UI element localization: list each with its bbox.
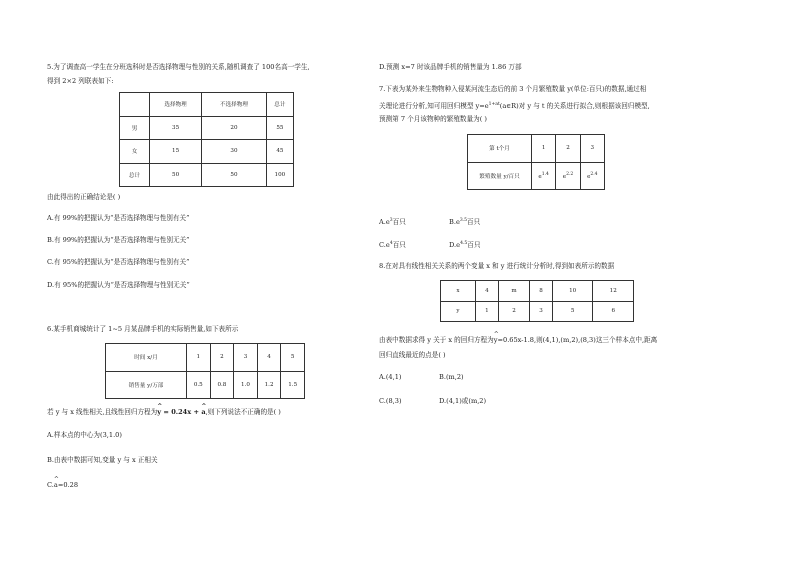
table-row [120,116,294,140]
table-cell: m [498,281,529,302]
table-row [441,301,634,322]
table-cell: 总计 [120,163,150,187]
q7-breeding-table [467,134,605,190]
q7-stem-line2 [379,100,650,111]
table-cell: 0.8 [210,371,234,399]
table-row [120,93,294,117]
q6-condition [47,408,281,417]
q6-condition-tail: ,则下列说法不正确的是( ) [205,408,281,416]
table-cell: 4 [476,281,499,302]
table-cell: 男 [120,116,150,140]
table-cell: 2 [210,344,234,372]
table-row-label: 繁殖数量 y/百只 [468,162,532,190]
q5-stem-line2: 得到 2×2 列联表如下: [47,77,114,85]
q7-stem-line1: 7.下表为某外来生物物种入侵某河流生态后的前 3 个月繁殖数量 y(单位:百只)的数据,通过相 [379,85,647,93]
table-cell: $e^{2.4}$ [580,162,604,190]
q5-stem-line1: 5.为了调查高一学生在分班选科时是否选择物理与性别的关系,随机调查了 100名高一学生, [47,63,310,71]
table-cell: 2 [498,301,529,322]
table-cell: 3 [530,301,553,322]
table-cell: 50 [150,163,202,187]
q5-option-b: B.有 99%的把握认为“是否选择物理与性别无关” [47,236,190,244]
table-cell: 女 [120,140,150,164]
table-cell: 1 [187,344,211,372]
q6-option-c [47,481,78,490]
q5-option-c: C.有 95%的把握认为“是否选择物理与性别有关” [47,258,190,266]
q7-option-d: $D.e^{4.5}$百只 [449,241,481,250]
q6-condition-text: 若 y 与 x 线性相关,且线性回归方程为 [47,408,158,416]
table-cell: $e^{2.2}$ [556,162,580,190]
table-cell: 1.5 [281,371,305,399]
table-cell: 5 [552,301,593,322]
q8-condition [379,336,657,345]
table-cell: $e^{1.4}$ [532,162,556,190]
table-header-cell: 总计 [266,93,293,117]
q8-option-c: C.(8,3) [379,397,402,405]
q8-condition-text: 由表中数据求得 y 关于 x 的回归方程为 [379,336,494,344]
q7-model-text: 关理论进行分析,知可用回归模型 y=e [379,102,489,111]
table-header-cell: 选择物理 [150,93,202,117]
table-cell: 30 [202,140,267,164]
q6-option-c-value: =0.28 [57,481,79,489]
table-cell: 20 [202,116,267,140]
q6-option-c-label: C. [47,481,54,489]
table-cell: 45 [266,140,293,164]
table-cell: 4 [257,344,281,372]
table-cell: 1.2 [257,371,281,399]
table-row [106,371,305,399]
q6-sales-table [105,343,305,399]
table-row-label: 销售量 y/万部 [106,371,187,399]
table-cell: 2 [556,135,580,163]
table-cell: 0.5 [187,371,211,399]
q8-condition-tail: =0.65x-1.8,则(4,1),(m,2),(8,3)这三个样本点中,距离 [497,336,658,344]
table-cell: 15 [150,140,202,164]
table-cell [120,93,150,117]
q8-option-b: B.(m,2) [439,373,464,381]
q7-option-a: $A.e^3$百只 [379,218,406,227]
q6-option-a: A.样本点的中心为(3,1.0) [47,431,122,439]
q8-condition-line2: 回归直线最近的点是( ) [379,351,446,359]
table-cell: 6 [593,301,634,322]
table-cell: 1 [476,301,499,322]
table-cell: x [441,281,476,302]
a-hat: ^ a [54,481,58,490]
table-cell: 1.0 [234,371,258,399]
q7-model-tail: (a∈R)对 y 与 t 的关系进行拟合,则根据该回归模型, [499,102,650,111]
table-row [468,135,605,163]
table-cell: 10 [552,281,593,302]
table-cell: 3 [234,344,258,372]
q6-option-b: B.由表中数据可知,变量 y 与 x 正相关 [47,456,158,464]
q6-option-d: D.预测 x=7 时该品牌手机的销售量为 1.86 万部 [379,63,522,71]
table-cell: 3 [580,135,604,163]
q5-option-a: A.有 99%的把握认为“是否选择物理与性别有关” [47,214,190,222]
q6-stem: 6.某手机商城统计了 1~5 月某品牌手机的实际销售量,如下表所示 [47,325,239,333]
table-cell: 55 [266,116,293,140]
table-row [441,281,634,302]
q5-contingency-table [119,92,294,187]
table-cell: 1 [532,135,556,163]
a-hat: ^ a [201,408,205,417]
table-cell: y [441,301,476,322]
table-cell: 35 [150,116,202,140]
table-row-label: 时间 x/月 [106,344,187,372]
q8-option-a: A.(4,1) [379,373,402,381]
y-hat: ^ y [494,336,498,345]
table-row [468,162,605,190]
q5-option-d: D.有 95%的把握认为“是否选择物理与性别无关” [47,281,190,289]
q8-data-table [440,280,634,322]
q7-model-exponent: 1+at [488,102,500,107]
q7-option-b: $B.e^{3.5}$百只 [449,218,481,227]
q6-equation: = 0.24x + [161,408,202,416]
q8-option-d: D.(4,1)或(m,2) [439,397,487,405]
table-cell: 100 [266,163,293,187]
table-cell: 50 [202,163,267,187]
table-row [120,163,294,187]
q8-stem: 8.在对具有线性相关关系的两个变量 x 和 y 进行统计分析时,得到如表所示的数据 [379,262,615,270]
q7-stem-line3: 预测第 7 个月该物种的繁殖数量为( ) [379,115,487,123]
y-hat: ^ y [157,408,161,417]
q7-option-c: $C.e^4$百只 [379,241,406,250]
table-cell: 8 [530,281,553,302]
table-row [106,344,305,372]
q5-question: 由此得出的正确结论是( ) [47,193,121,201]
table-row-label: 第 t个月 [468,135,532,163]
table-row [120,140,294,164]
table-cell: 12 [593,281,634,302]
table-cell: 5 [281,344,305,372]
table-header-cell: 不选择物理 [202,93,267,117]
